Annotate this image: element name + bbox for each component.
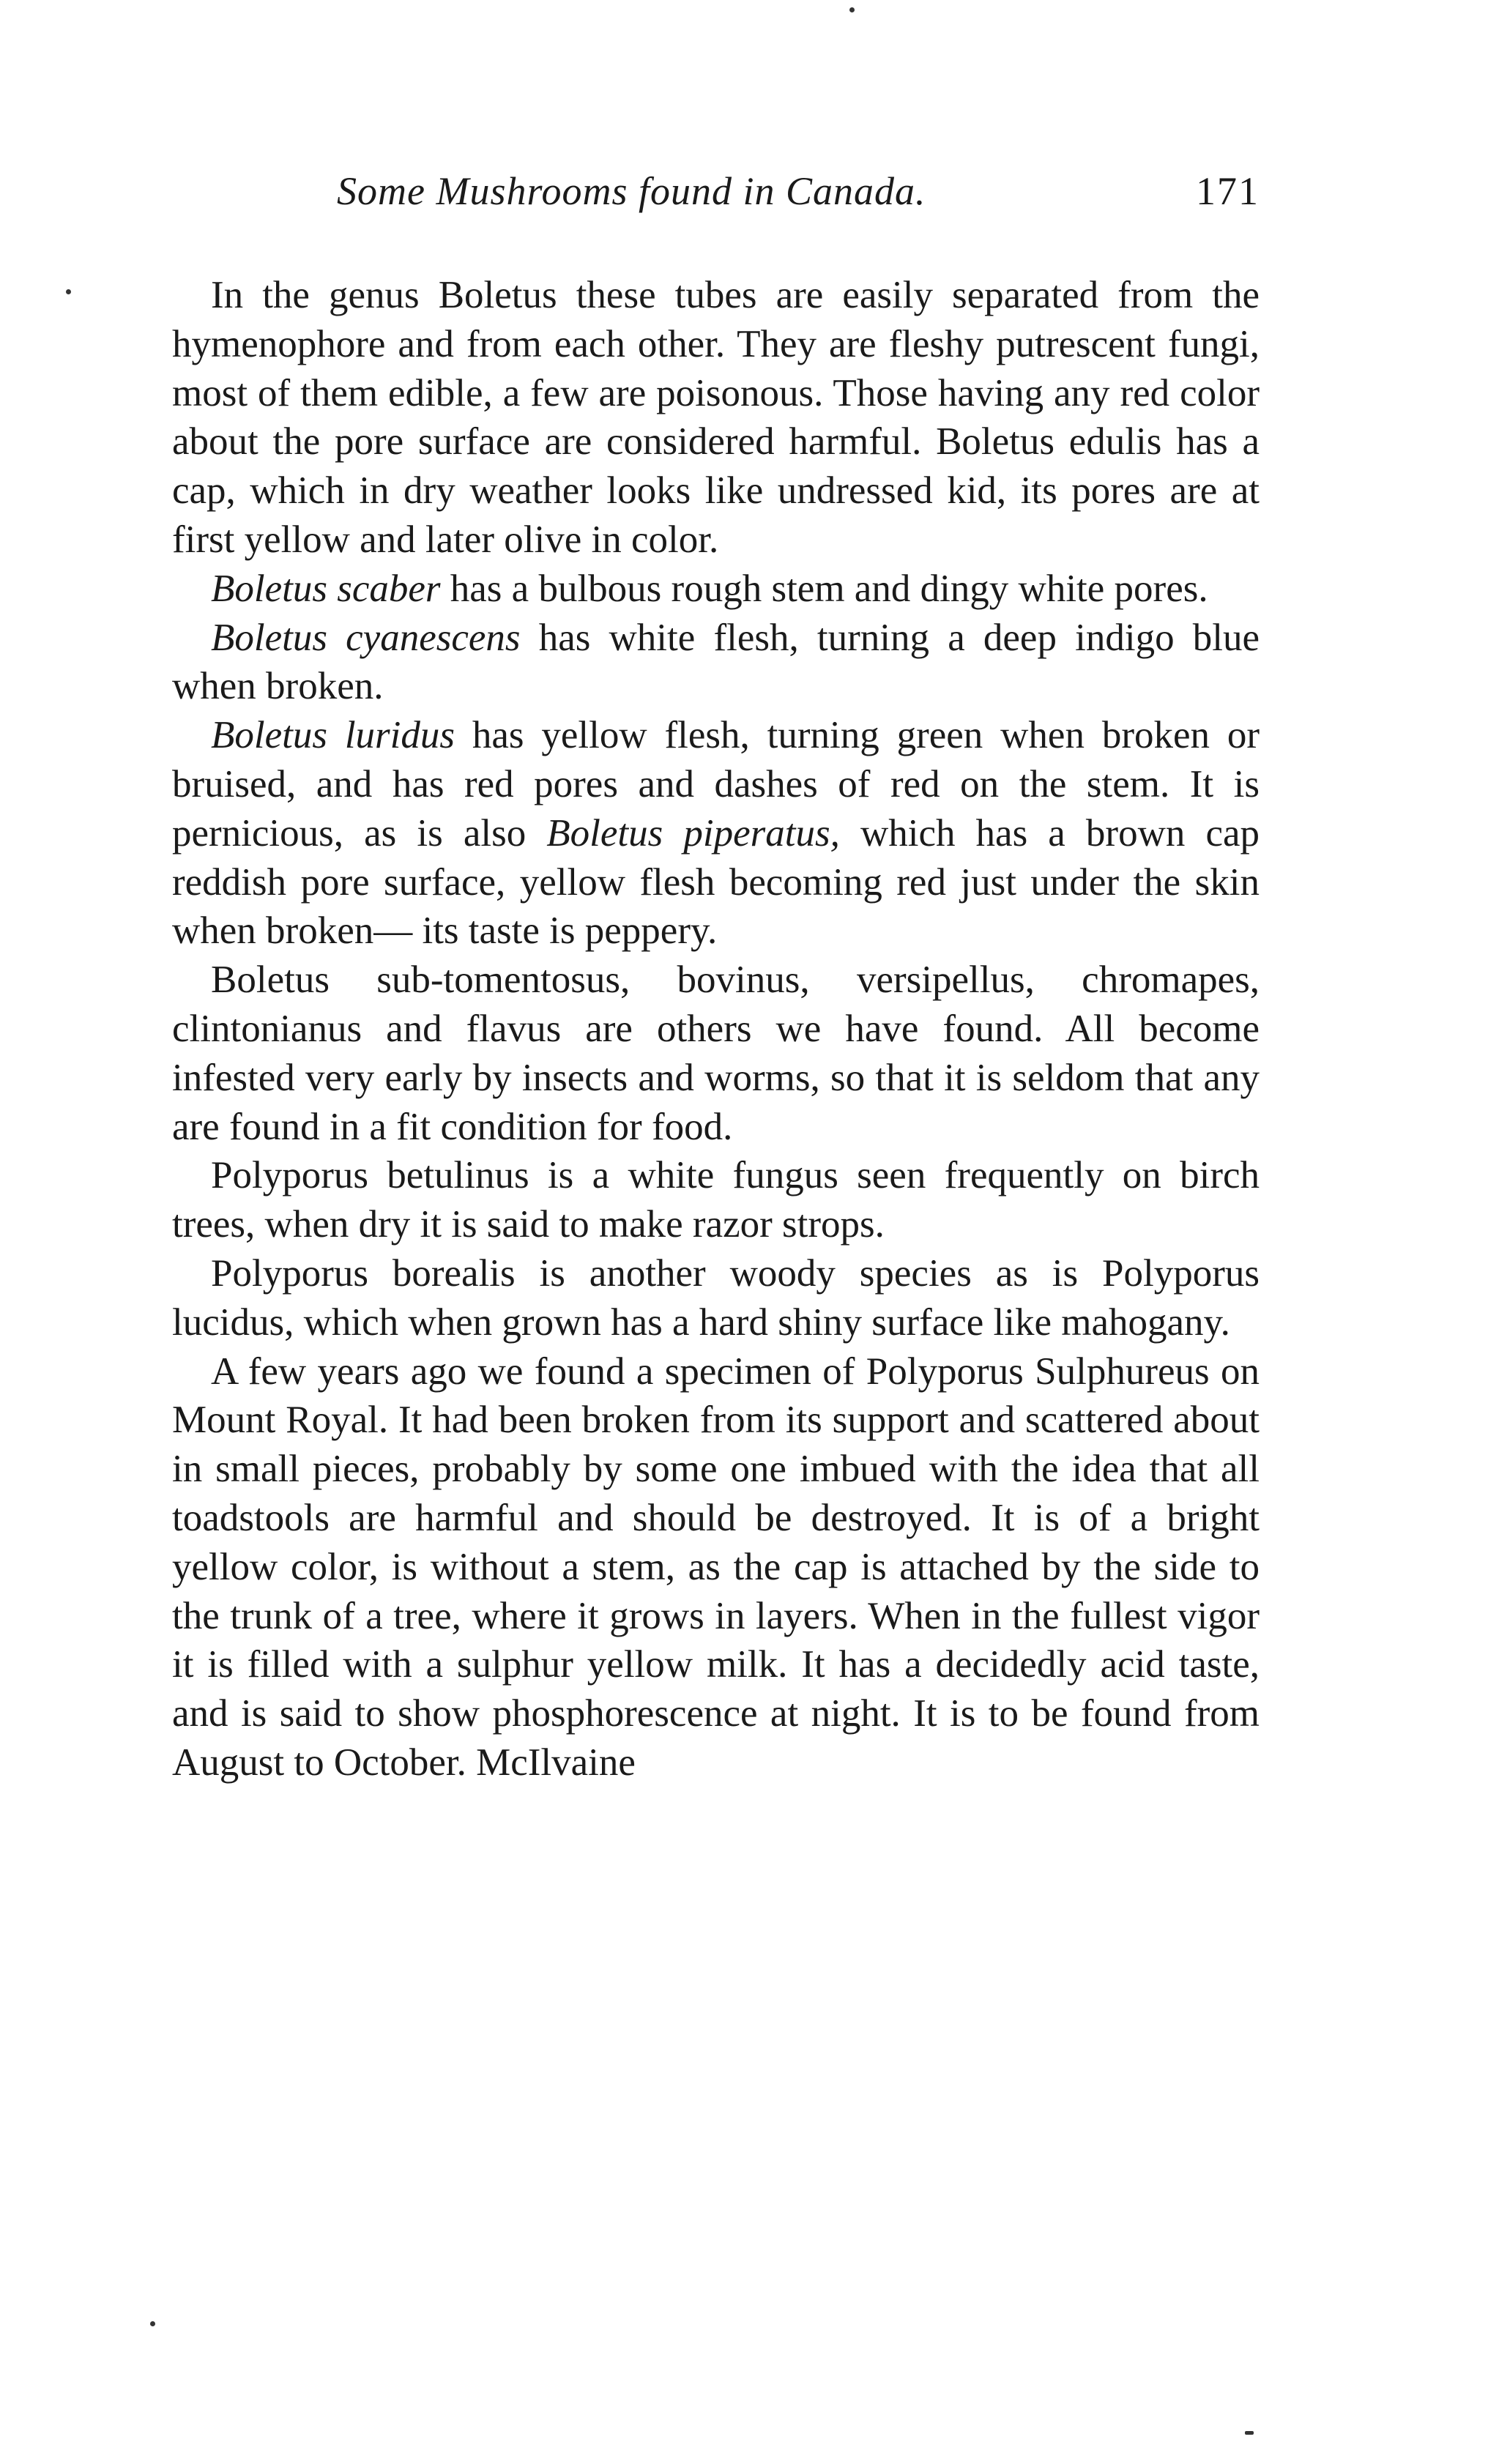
page-number: 171 [1196,169,1260,213]
paragraph-boletus-luridus [172,711,1260,956]
paragraph-text: has white flesh, turning a deep indigo blue when broken. [172,616,1260,708]
paragraph-text: Polyporus betulinus is a white fungus seen frequently on birch trees, when dry it is said to make razor strops. [172,1154,1260,1246]
species-name: Boletus scaber [211,567,441,610]
print-speck [849,7,855,12]
species-name: Boletus luridus [211,714,455,757]
paragraph-text: In the genus Boletus these tubes are easily separated from the hymenophore and from each other. They are fleshy putrescent fungi, most of them edible, a few are poisonous. Those having any red color about the pore surface are considered harmful. Boletus edulis has a cap, which in dry weather looks like undressed kid, its pores are at first yellow and later olive in color. [172,274,1260,561]
paragraph-polyporus-borealis [172,1249,1260,1347]
paragraph-boletus-genus [172,271,1260,565]
paragraph-text: which has a brown cap reddish pore surface, yellow flesh becoming red just under the skin when broken— its taste is peppery. [172,811,1260,953]
running-title: Some Mushrooms found in Canada. [337,169,926,213]
paragraph-text: has a bulbous rough stem and dingy white pores. [440,567,1208,610]
paragraph-boletus-others [172,956,1260,1151]
paragraph-text: has yellow flesh, turning green when broken or bruised, and has red pores and dashes of red on the stem. It is pernicious, as is also [172,714,1260,855]
paragraph-text: Boletus sub-tomentosus, bovinus, versipellus, chromapes, clintonianus and flavus are others we have found. All become infested very early by insects and worms, so that it is seldom that any are found in a fit condition for food. [172,959,1260,1148]
paragraph-boletus-cyanescens [172,614,1260,712]
paragraph-text: A few years ago we found a specimen of Polyporus Sulphureus on Mount Royal. It had been broken from its support and scattered about in small pieces, probably by some one imbued with the idea that all toadstools are harmful and should be destroyed. It is of a bright yellow color, is without a stem, as the cap is attached by the side to the trunk of a tree, where it grows in layers. When in the fullest vigor it is filled with a sulphur yellow milk. It has a decidedly acid taste, and is said to show phosphorescence at night. It is to be found from August to October. McIlvaine [172,1350,1260,1784]
paragraph-text: Polyporus borealis is another woody species as is Polyporus lucidus, which when grown has a hard shiny surface like mahogany. [172,1251,1260,1344]
species-name: Boletus cyanescens [211,616,521,659]
body-text [172,271,1260,1787]
paragraph-polyporus-sulphureus [172,1347,1260,1787]
paragraph-polyporus-betulinus [172,1151,1260,1249]
running-header [176,168,1260,220]
print-speck [1245,2431,1254,2435]
print-speck [150,2321,155,2326]
paragraph-boletus-scaber [172,565,1260,614]
print-speck [66,289,71,294]
species-name: Boletus piperatus, [546,811,840,855]
